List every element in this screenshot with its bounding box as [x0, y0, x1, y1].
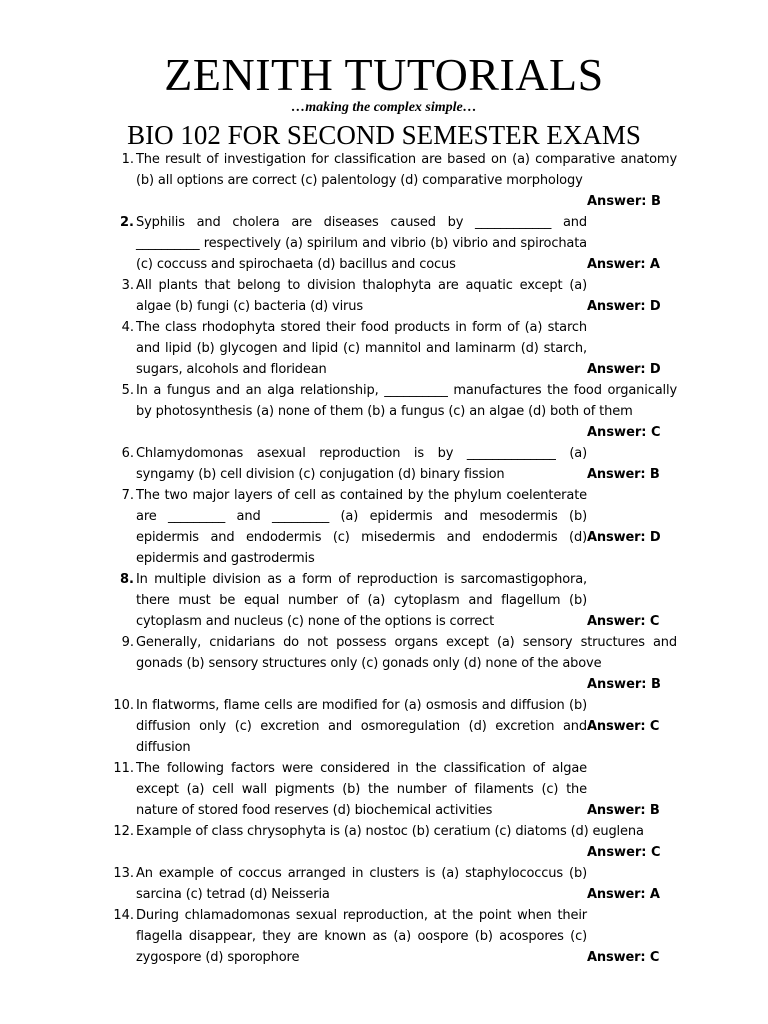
question-text: All plants that belong to division thalophyta are aquatic except (a) algae (b) fungi (c) bacteria (d) virus: [136, 278, 587, 314]
question-number: 11.: [113, 761, 134, 776]
answer-label: Answer: D: [587, 530, 661, 545]
question-item: [0, 443, 768, 485]
question-item: [0, 632, 768, 695]
question-text: The following factors were considered in the classification of algae except (a) cell wall pigments (b) the number of filaments (c) the nature of stored food reserves (d) biochemical activities: [136, 761, 587, 818]
question-item: [0, 821, 768, 863]
question-number: 1.: [121, 152, 134, 167]
answer-label: Answer: B: [587, 677, 661, 692]
question-item: [0, 149, 768, 212]
question-number: 12.: [113, 824, 134, 839]
answer-label: Answer: D: [587, 362, 661, 377]
answer-label: Answer: B: [587, 803, 660, 818]
question-item: [0, 695, 768, 758]
question-text: Chlamydomonas asexual reproduction is by ______________ (a) syngamy (b) cell division (c) conjugation (d) binary fission: [136, 446, 587, 482]
question-number: 8.: [120, 572, 134, 587]
question-text: The class rhodophyta stored their food products in form of (a) starch and lipid (b) glycogen and lipid (c) mannitol and laminarm (d) starch, sugars, alcohols and floridean: [136, 320, 587, 377]
question-number: 13.: [113, 866, 134, 881]
question-item: [0, 569, 768, 632]
question-text: In multiple division as a form of reproduction is sarcomastigophora, there must be equal number of (a) cytoplasm and flagellum (b) cytoplasm and nucleus (c) none of the options is correct: [136, 572, 587, 629]
answer-label: Answer: C: [587, 719, 660, 734]
question-list: [0, 149, 768, 968]
tagline: …making the complex simple…: [291, 100, 477, 115]
question-number: 4.: [121, 320, 134, 335]
question-text: An example of coccus arranged in clusters is (a) staphylococcus (b) sarcina (c) tetrad (d) Neisseria: [136, 866, 587, 902]
question-item: [0, 485, 768, 569]
question-number: 7.: [121, 488, 134, 503]
answer-label: Answer: D: [587, 299, 661, 314]
question-number: 10.: [113, 698, 134, 713]
question-number: 6.: [121, 446, 134, 461]
answer-label: Answer: C: [587, 614, 660, 629]
question-number: 5.: [121, 383, 134, 398]
question-item: [0, 317, 768, 380]
question-text: The two major layers of cell as contained by the phylum coelenterate are _________ and _________ (a) epidermis and mesodermis (b) epidermis and endodermis (c) misedermis and endodermis (d) epidermis and gastrodermis: [136, 488, 587, 566]
exam-subtitle: BIO 102 FOR SECOND SEMESTER EXAMS: [127, 120, 641, 150]
question-number: 14.: [113, 908, 134, 923]
question-item: [0, 212, 768, 275]
question-item: [0, 275, 768, 317]
question-number: 2.: [120, 215, 134, 230]
question-text: The result of investigation for classification are based on (a) comparative anatomy (b) all options are correct (c) palentology (d) comparative morphology: [136, 152, 677, 188]
question-text: In a fungus and an alga relationship, __________ manufactures the food organically by photosynthesis (a) none of them (b) a fungus (c) an algae (d) both of them: [136, 383, 677, 419]
question-item: [0, 758, 768, 821]
question-text: Syphilis and cholera are diseases caused by ____________ and __________ respectively (a) spirilum and vibrio (b) vibrio and spirochata (c) coccuss and spirochaeta (d) bacillus and cocus: [136, 215, 587, 272]
answer-label: Answer: B: [587, 194, 661, 209]
question-text: Example of class chrysophyta is (a) nostoc (b) ceratium (c) diatoms (d) euglena: [136, 824, 644, 839]
question-item: [0, 863, 768, 905]
answer-label: Answer: B: [587, 467, 660, 482]
page-title: ZENITH TUTORIALS: [164, 49, 604, 100]
question-text: During chlamadomonas sexual reproduction, at the point when their flagella disappear, they are known as (a) oospore (b) acospores (c) zygospore (d) sporophore: [136, 908, 587, 965]
answer-label: Answer: C: [587, 845, 661, 860]
question-item: [0, 905, 768, 968]
question-text: Generally, cnidarians do not possess organs except (a) sensory structures and gonads (b) sensory structures only (c) gonads only (d) none of the above: [136, 635, 677, 671]
question-number: 9.: [121, 635, 134, 650]
answer-label: Answer: C: [587, 425, 661, 440]
answer-label: Answer: A: [587, 887, 660, 902]
question-text: In flatworms, flame cells are modified for (a) osmosis and diffusion (b) diffusion only (c) excretion and osmoregulation (d) excretion and diffusion: [136, 698, 587, 755]
answer-label: Answer: A: [587, 257, 660, 272]
question-item: [0, 380, 768, 443]
answer-label: Answer: C: [587, 950, 660, 965]
question-number: 3.: [121, 278, 134, 293]
